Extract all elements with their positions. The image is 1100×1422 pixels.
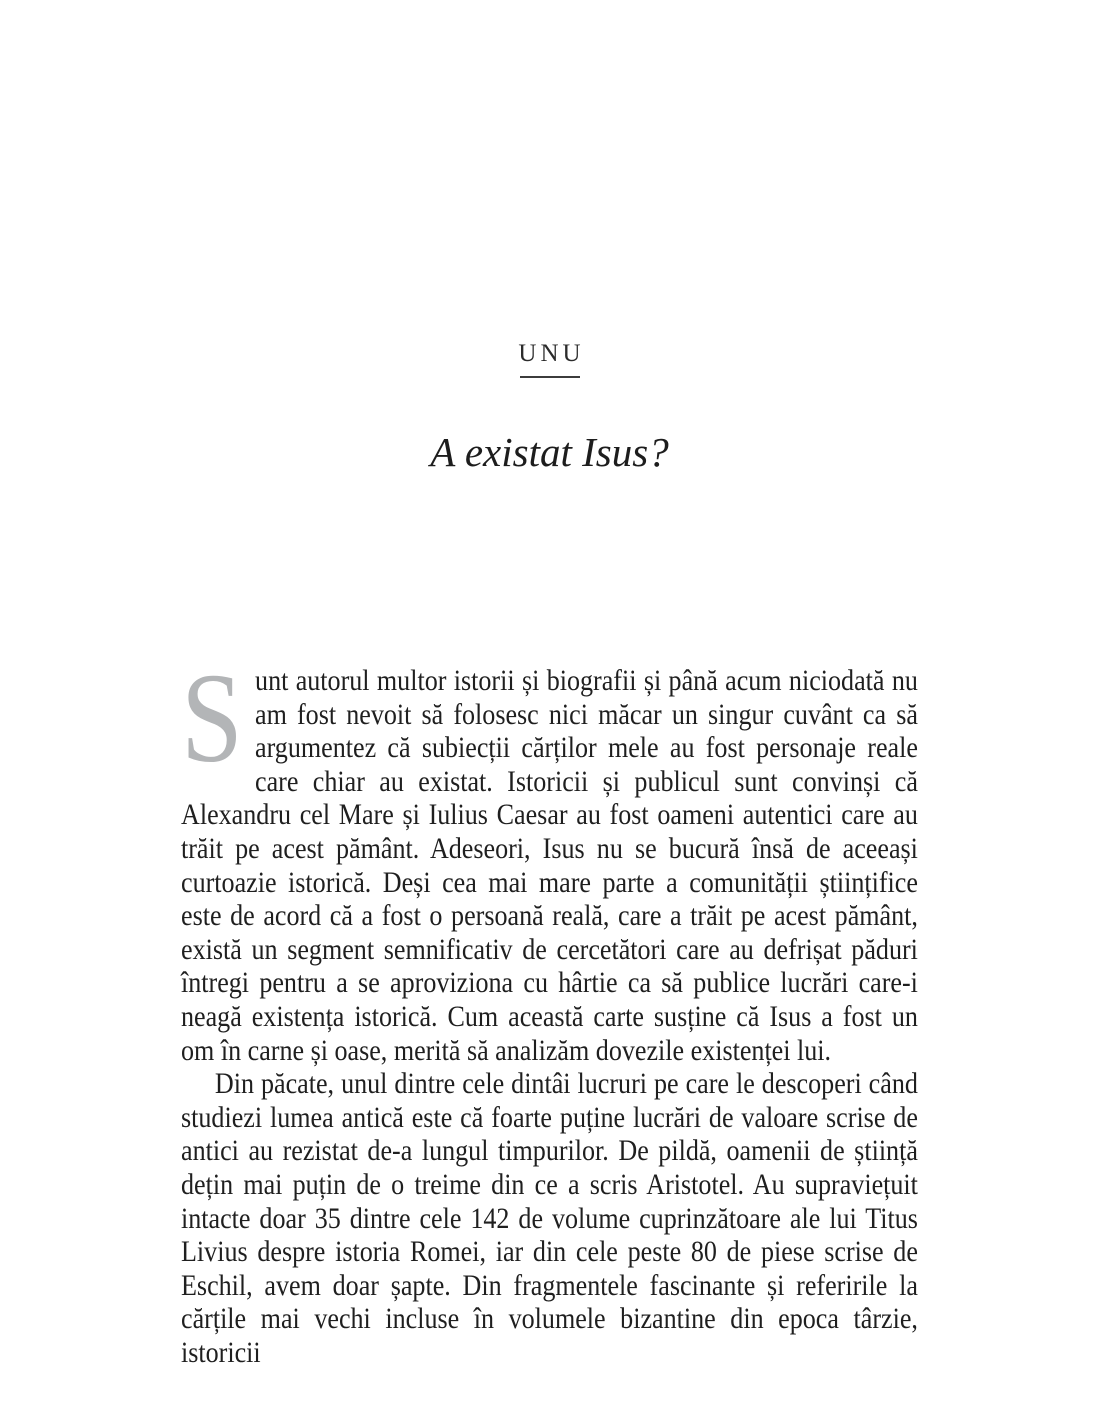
page-body-text <box>181 647 918 1369</box>
chapter-title: A existat Isus? <box>430 429 669 476</box>
chapter-divider-rule <box>520 376 580 378</box>
paragraph-second: Din păcate, unul dintre cele dintâi lucruri pe care le descoperi când studiezi lumea antică este că foarte puține lucrări de valoare scrise de antici au rezistat de-a lungul timpurilor. De pildă, oamenii de știință dețin mai puțin de o treime din ce a scris Aristotel. Au supraviețuit intacte doar 35 dintre cele 142 de volume cuprinzătoare ale lui Titus Livius despre istoria Romei, iar din cele peste 80 de piese scrise de Eschil, avem doar șapte. Din fragmentele fascinante și referirile la cărțile mai vechi incluse în volumele bizantine din epoca târzie, istoricii <box>181 1067 918 1369</box>
drop-cap-letter: S <box>181 647 243 789</box>
chapter-header <box>181 338 918 477</box>
paragraph-opening <box>181 647 918 1067</box>
paragraph-opening-text: unt autorul multor istorii și biografii și până acum niciodată nu am fost nevoit să folosesc nici măcar un singur cuvânt ca să argumentez că subiecții cărților mele au fost personaje reale care chiar au existat. Istoricii și publicul sunt convinși că Alexandru cel Mare și Iulius Caesar au fost oameni autentici care au trăit pe acest pământ. Adeseori, Isus nu se bucură însă de aceeași curtoazie istorică. Deși cea mai mare parte a comunității științifice este de acord că a fost o persoană reală, care a trăit pe acest pământ, există un segment semnificativ de cercetători care au defrișat păduri întregi pentru a se aproviziona cu hârtie ca să publice lucrări care-i neagă existența istorică. Cum această carte susține că Isus a fost un om în carne și oase, merită să analizăm dovezile existenței lui. <box>181 664 918 1067</box>
chapter-number: UNU <box>518 340 585 367</box>
